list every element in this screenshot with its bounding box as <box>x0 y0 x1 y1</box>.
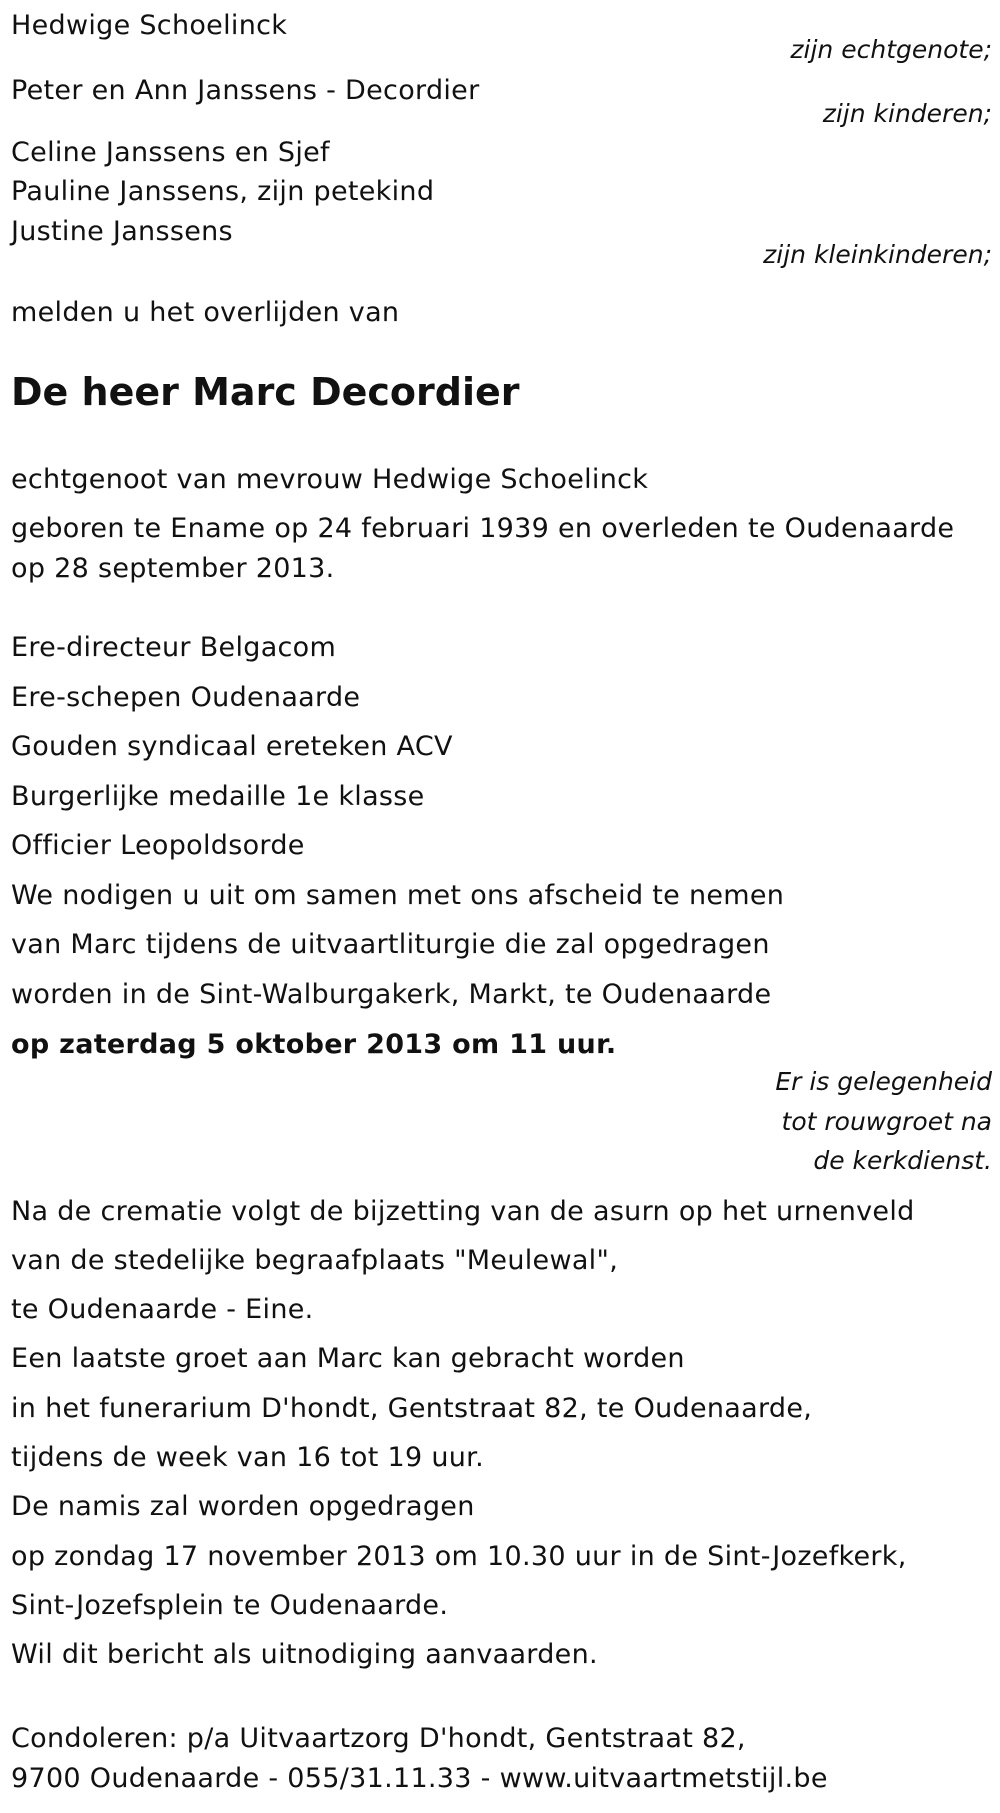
honor-title-2: Ere-schepen Oudenaarde <box>11 682 361 713</box>
bio-birth-line-1: geboren te Ename op 24 februari 1939 en overleden te Oudenaarde <box>11 513 955 544</box>
condolence-note-3: de kerkdienst. <box>813 1146 992 1175</box>
grandchild-3: Justine Janssens <box>11 216 233 247</box>
after-line-3: te Oudenaarde - Eine. <box>11 1294 314 1325</box>
after-line-4: Een laatste groet aan Marc kan gebracht worden <box>11 1343 685 1374</box>
bio-birth-line-2: op 28 september 2013. <box>11 553 335 584</box>
spouse-relation: zijn echtgenote; <box>790 35 992 64</box>
after-line-9: Sint-Jozefsplein te Oudenaarde. <box>11 1590 449 1621</box>
honor-title-3: Gouden syndicaal ereteken ACV <box>11 731 453 762</box>
honor-title-4: Burgerlijke medaille 1e klasse <box>11 781 425 812</box>
condolence-note-1: Er is gelegenheid <box>775 1067 992 1096</box>
children-names: Peter en Ann Janssens - Decordier <box>11 75 480 106</box>
service-date: op zaterdag 5 oktober 2013 om 11 uur. <box>11 1029 617 1060</box>
spouse-name: Hedwige Schoelinck <box>11 10 288 41</box>
condolence-note-2: tot rouwgroet na <box>781 1107 992 1136</box>
after-line-8: op zondag 17 november 2013 om 10.30 uur in de Sint-Jozefkerk, <box>11 1541 907 1572</box>
grandchild-2: Pauline Janssens, zijn petekind <box>11 176 435 207</box>
honor-title-1: Ere-directeur Belgacom <box>11 632 337 663</box>
invitation-line-1: We nodigen u uit om samen met ons afscheid te nemen <box>11 880 785 911</box>
after-line-6: tijdens de week van 16 tot 19 uur. <box>11 1442 484 1473</box>
after-line-10: Wil dit bericht als uitnodiging aanvaarden. <box>11 1639 598 1670</box>
announcement-text: melden u het overlijden van <box>11 297 400 328</box>
honor-title-5: Officier Leopoldsorde <box>11 830 305 861</box>
grandchildren-relation: zijn kleinkinderen; <box>763 240 992 269</box>
deceased-name: De heer Marc Decordier <box>11 370 520 414</box>
invitation-line-2: van Marc tijdens de uitvaartliturgie die zal opgedragen <box>11 929 770 960</box>
invitation-line-3: worden in de Sint-Walburgakerk, Markt, te Oudenaarde <box>11 979 772 1010</box>
grandchild-1: Celine Janssens en Sjef <box>11 137 330 168</box>
children-relation: zijn kinderen; <box>822 99 992 128</box>
contact-line-1: Condoleren: p/a Uitvaartzorg D'hondt, Gentstraat 82, <box>11 1723 746 1754</box>
after-line-2: van de stedelijke begraafplaats "Meulewal", <box>11 1245 619 1276</box>
bio-spouse: echtgenoot van mevrouw Hedwige Schoelinck <box>11 464 649 495</box>
after-line-5: in het funerarium D'hondt, Gentstraat 82, te Oudenaarde, <box>11 1393 813 1424</box>
contact-line-2: 9700 Oudenaarde - 055/31.11.33 - www.uitvaartmetstijl.be <box>11 1763 828 1794</box>
after-line-7: De namis zal worden opgedragen <box>11 1491 475 1522</box>
after-line-1: Na de crematie volgt de bijzetting van de asurn op het urnenveld <box>11 1196 915 1227</box>
